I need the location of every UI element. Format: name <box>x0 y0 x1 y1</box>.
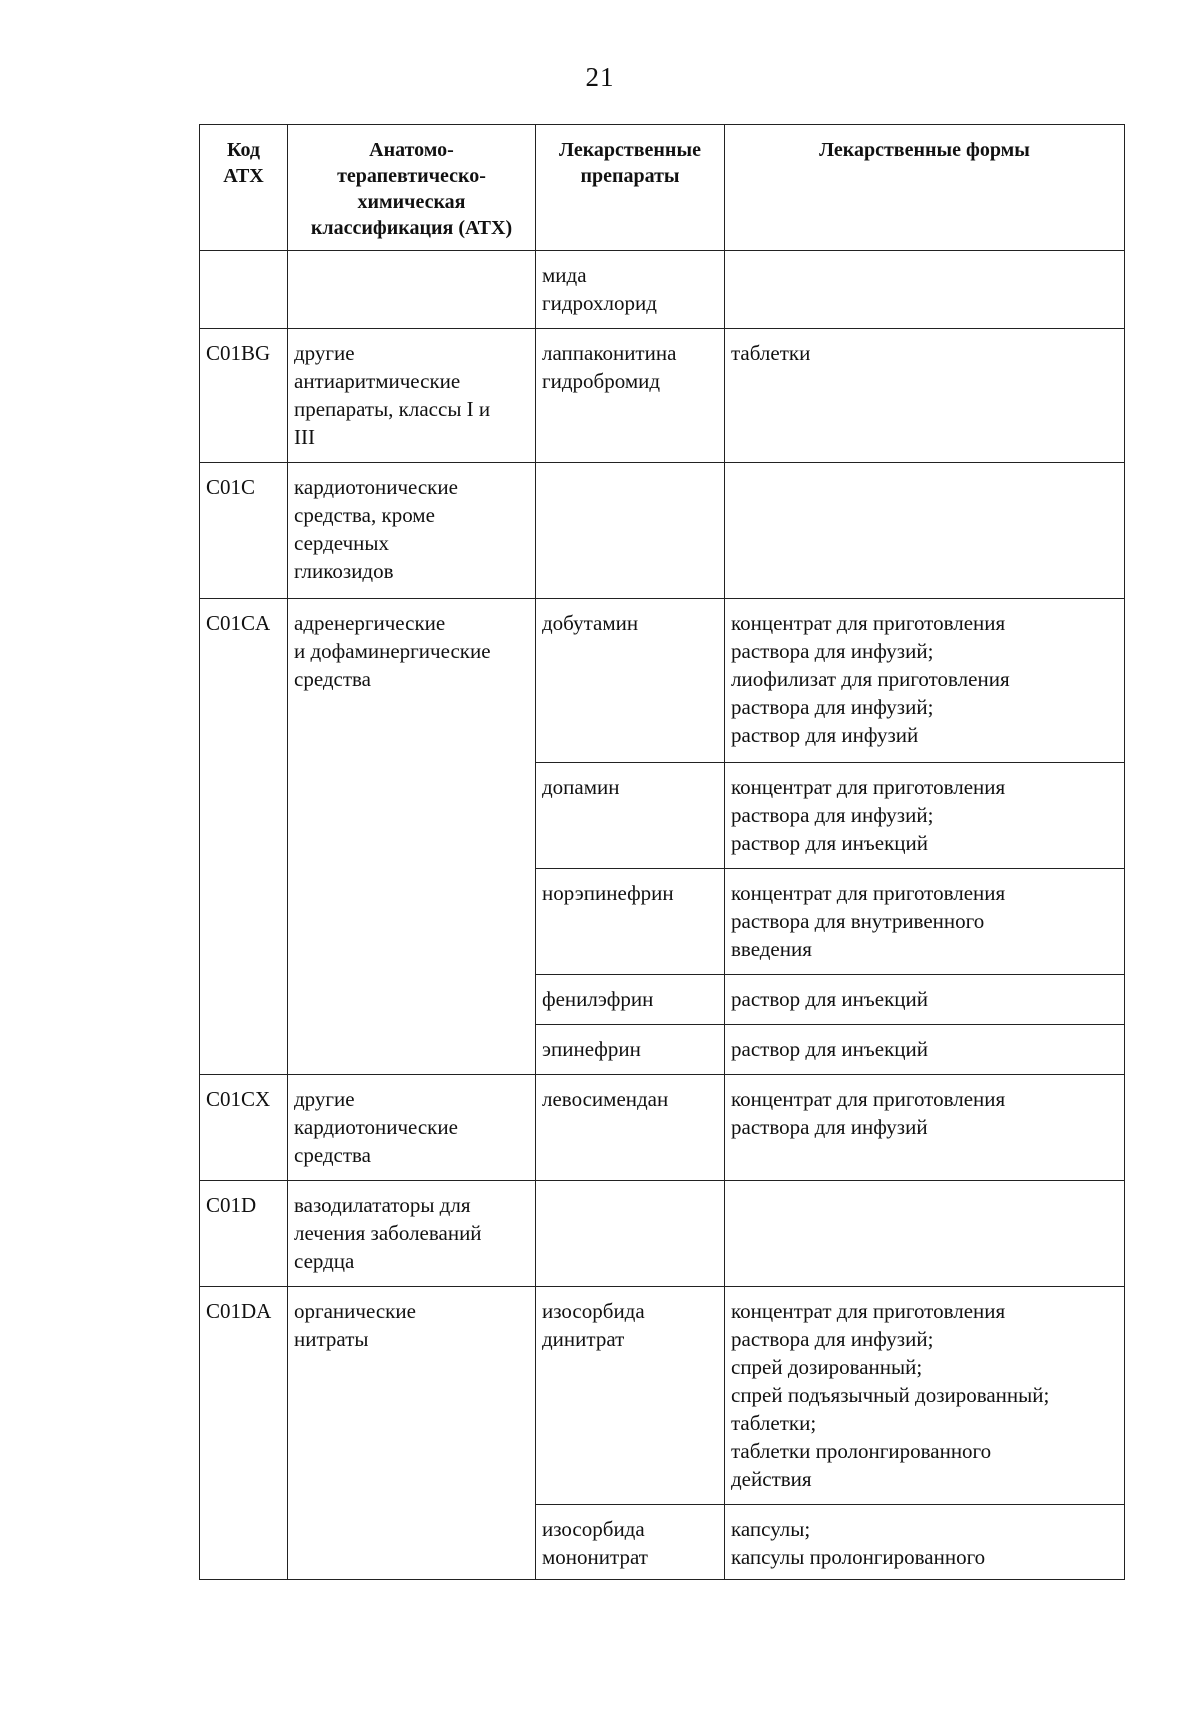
cell-drug: лаппаконитина гидробромид <box>536 329 725 463</box>
table-row <box>200 1287 1125 1505</box>
table-row <box>200 1181 1125 1287</box>
cell-drug: норэпинефрин <box>536 869 725 975</box>
table-row <box>200 1075 1125 1181</box>
cell-classification: органические нитраты <box>288 1287 536 1580</box>
cell-drug: изосорбида мононитрат <box>536 1505 725 1580</box>
cell-code: C01CA <box>200 599 288 1075</box>
cell-code: C01C <box>200 463 288 599</box>
header-forms: Лекарственные формы <box>725 125 1125 251</box>
header-classification: Анатомо- терапевтическо- химическая классификация (АТХ) <box>288 125 536 251</box>
cell-code: C01CX <box>200 1075 288 1181</box>
cell-forms: таблетки <box>725 329 1125 463</box>
cell-classification: кардиотонические средства, кроме сердечных гликозидов <box>288 463 536 599</box>
cell-forms: капсулы; капсулы пролонгированного <box>725 1505 1125 1580</box>
table-row <box>200 463 1125 599</box>
cell-forms: концентрат для приготовления раствора для инфузий; спрей дозированный; спрей подъязычный дозированный; таблетки; таблетки пролонгированного действия <box>725 1287 1125 1505</box>
cell-forms <box>725 1181 1125 1287</box>
cell-forms <box>725 463 1125 599</box>
cell-drug: мида гидрохлорид <box>536 251 725 329</box>
table-row <box>200 329 1125 463</box>
cell-forms: раствор для инъекций <box>725 975 1125 1025</box>
table-row <box>200 251 1125 329</box>
page-number: 21 <box>585 62 615 92</box>
cell-classification: другие кардиотонические средства <box>288 1075 536 1181</box>
cell-drug: допамин <box>536 763 725 869</box>
cell-drug: эпинефрин <box>536 1025 725 1075</box>
cell-classification: вазодилататоры для лечения заболеваний сердца <box>288 1181 536 1287</box>
header-code: Код АТХ <box>200 125 288 251</box>
cell-drug <box>536 463 725 599</box>
cell-forms: концентрат для приготовления раствора для инфузий <box>725 1075 1125 1181</box>
cell-code <box>200 251 288 329</box>
table-row <box>200 599 1125 763</box>
cell-drug: изосорбида динитрат <box>536 1287 725 1505</box>
cell-classification: другие антиаритмические препараты, классы I и III <box>288 329 536 463</box>
cell-drug: добутамин <box>536 599 725 763</box>
cell-drug: левосимендан <box>536 1075 725 1181</box>
table-header-row <box>200 125 1125 251</box>
cell-drug <box>536 1181 725 1287</box>
cell-forms: концентрат для приготовления раствора для инфузий; раствор для инъекций <box>725 763 1125 869</box>
cell-classification <box>288 251 536 329</box>
cell-code: C01DA <box>200 1287 288 1580</box>
cell-forms: концентрат для приготовления раствора для внутривенного введения <box>725 869 1125 975</box>
cell-drug: фенилэфрин <box>536 975 725 1025</box>
cell-code: C01BG <box>200 329 288 463</box>
cell-forms: концентрат для приготовления раствора для инфузий; лиофилизат для приготовления раствора для инфузий; раствор для инфузий <box>725 599 1125 763</box>
cell-forms <box>725 251 1125 329</box>
header-drugs: Лекарственные препараты <box>536 125 725 251</box>
cell-code: C01D <box>200 1181 288 1287</box>
atx-drug-table <box>199 124 1125 1580</box>
cell-forms: раствор для инъекций <box>725 1025 1125 1075</box>
cell-classification: адренергические и дофаминергические средства <box>288 599 536 1075</box>
